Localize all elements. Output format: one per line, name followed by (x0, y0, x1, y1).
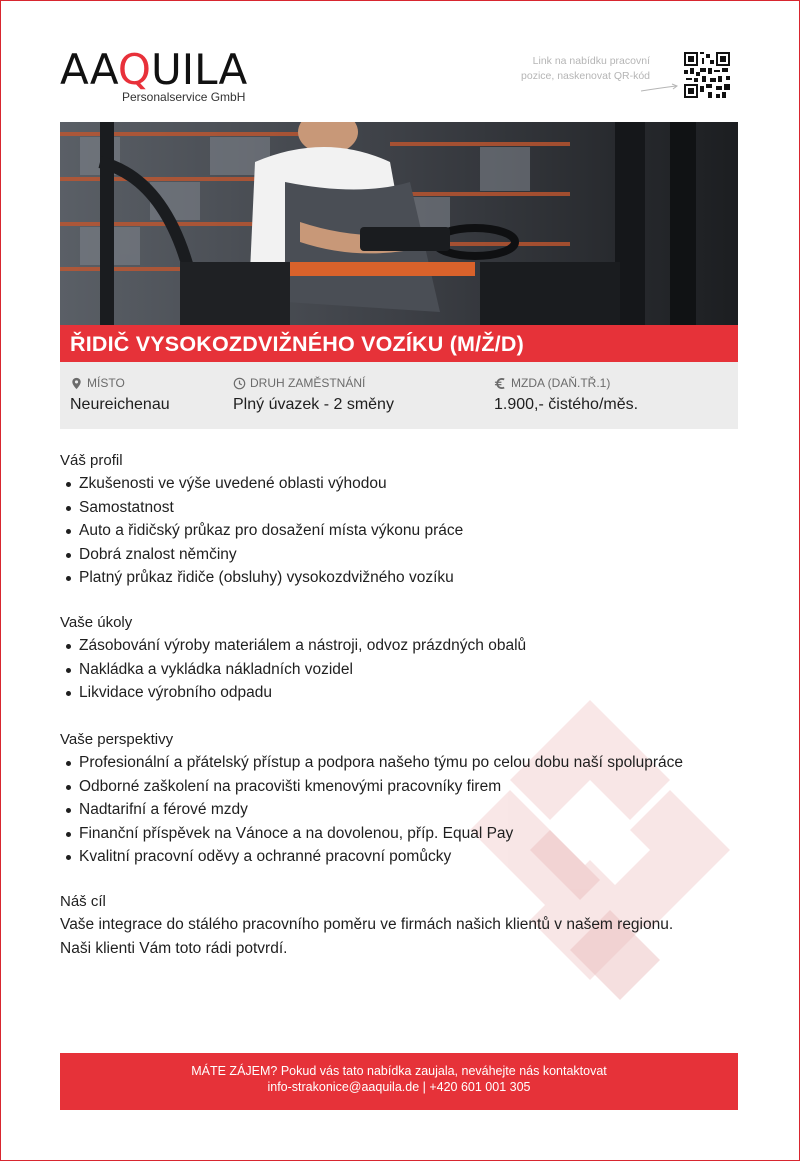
job-info-bar (60, 362, 738, 429)
list-item: Profesionální a přátelský přístup a podpora našeho týmu po celou dobu naší spolupráce (60, 751, 683, 775)
tasks-title: Vaše úkoly (60, 614, 133, 631)
location-info (70, 376, 170, 414)
salary-value: 1.900,- čistého/měs. (494, 396, 639, 413)
map-pin-icon (70, 377, 83, 390)
list-item: Platný průkaz řidiče (obsluhy) vysokozdvižného vozíku (60, 566, 463, 590)
job-title-bar (60, 325, 738, 362)
salary-label: MZDA (DAŇ.TŘ.1) (511, 376, 611, 390)
footer-contact[interactable]: info-strakonice@aaquila.de | +420 601 001 305 (267, 1080, 531, 1094)
list-item: Kvalitní pracovní oděvy a ochranné pracovní pomůcky (60, 845, 683, 869)
list-item: Nakládka a vykládka nákladních vozidel (60, 658, 526, 682)
tasks-section (60, 614, 526, 705)
hero-photo (60, 122, 738, 325)
list-item: Finanční příspěvek na Vánoce a na dovolenou, příp. Equal Pay (60, 822, 683, 846)
list-item: Dobrá znalost němčiny (60, 543, 463, 567)
prospects-title: Vaše perspektivy (60, 731, 174, 748)
profile-section (60, 452, 463, 590)
goal-section (60, 893, 673, 960)
arrow-icon (640, 82, 680, 94)
goal-text-line2: Naši klienti Vám toto rádi potvrdí. (60, 939, 288, 957)
list-item: Samostatnost (60, 496, 463, 520)
list-item: Zkušenosti ve výše uvedené oblasti výhodou (60, 472, 463, 496)
logo-wordmark: AAQUILA (60, 45, 248, 94)
employment-label: DRUH ZAMĚSTNÁNÍ (250, 376, 366, 390)
qr-note: Link na nabídku pracovní pozice, naskenovat QR-kód (521, 55, 650, 82)
employment-value: Plný úvazek - 2 směny (233, 396, 394, 413)
list-item: Auto a řidičský průkaz pro dosažení místa výkonu práce (60, 519, 463, 543)
prospects-section (60, 731, 683, 869)
company-logo (60, 45, 260, 108)
logo-tagline: Personalservice GmbH (122, 90, 246, 104)
footer-cta: MÁTE ZÁJEM? Pokud vás tato nabídka zaujala, neváhejte nás kontaktovat (191, 1064, 607, 1078)
employment-info (233, 376, 394, 414)
prospects-list (60, 751, 683, 869)
profile-list (60, 472, 463, 590)
clock-icon (233, 377, 246, 390)
list-item: Odborné zaškolení na pracovišti kmenovými pracovníky firem (60, 775, 683, 799)
list-item: Zásobování výroby materiálem a nástroji, odvoz prázdných obalů (60, 634, 526, 658)
tasks-list (60, 634, 526, 705)
goal-title: Náš cíl (60, 893, 106, 910)
profile-title: Váš profil (60, 452, 123, 469)
location-value: Neureichenau (70, 396, 170, 413)
salary-info (494, 376, 638, 414)
list-item: Nadtarifní a férové mzdy (60, 798, 683, 822)
goal-text-line1: Vaše integrace do stálého pracovního poměru ve firmách našich klientů v našem regionu. (60, 916, 674, 933)
location-label: MÍSTO (87, 376, 125, 390)
list-item: Likvidace výrobního odpadu (60, 681, 526, 705)
job-title: ŘIDIČ VYSOKOZDVIŽNÉHO VOZÍKU (M/Ž/D) (70, 332, 524, 356)
euro-icon (494, 377, 507, 390)
contact-footer (60, 1053, 738, 1110)
qr-code-icon[interactable] (684, 52, 730, 98)
